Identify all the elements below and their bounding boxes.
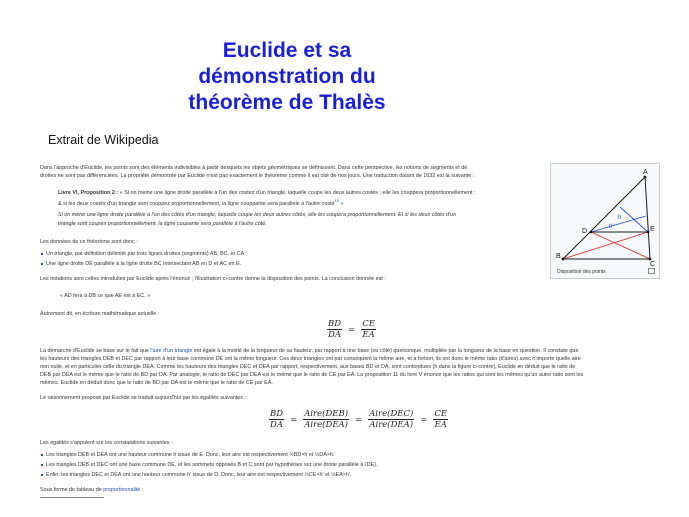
- triangle-area-link[interactable]: l'aire d'un triangle: [150, 348, 193, 354]
- divider: [40, 497, 104, 498]
- label-a: A: [643, 169, 648, 176]
- observation-item: Les triangles DEB et DEA ont une hauteur commune h issue de E. Donc, leur aire est respectivement ½BD×h et ½DA×h.: [46, 452, 335, 458]
- demo-line-3: non nulle, et en particulier celle du triangle DEA. Comme les hauteurs des triangles DEC et DEA par rapport, respectivement, aux bases BD et DA, sont confondues (h dans la figure ci-contre), Euclide en déduit que le ratio de: [40, 364, 576, 370]
- label-h: h: [618, 215, 622, 221]
- subtitle: Extrait de Wikipedia: [48, 133, 159, 147]
- quote-text-1: « Si on meine une ligne droite parallèle à l'un des costez d'un triangle, laquelle coupe les deux autres costés ; elle les couppera proportionnellement :: [118, 190, 476, 196]
- demo-line-4: DEB par DEA est le même que le ratio de BD par DA. Par analogie, le ratio de DEC par DEA est le même que le ratio de CE par EA. La proposition 11 du livre V énonce que les ratios qui sont les mêmes qu'un autre ratio sont les: [40, 372, 584, 378]
- thales-figure: [554, 167, 656, 267]
- label-b: B: [556, 253, 561, 260]
- label-c: C: [650, 261, 656, 267]
- intro-line-2: droites ne sont pas différenciées. La propriété démontrée par Euclide n'est pas exactement le théorème comme il est cité de nos jours. Une traduction datant de 1632 est la suivante :: [40, 173, 475, 179]
- fraction-bd-da: $\frac{BD}{DA}$: [270, 409, 284, 430]
- demo-line-2: les hauteurs des triangles DEB et DEC par rapport à leur base commune DE ont la même longueur. Ces deux triangles ont par conséquent la même aire, et a fortiori, ils ont donc le même ratio (d'aires) avec n'importe quelle aire: [40, 356, 581, 362]
- label-d: D: [582, 228, 588, 235]
- segment-dc: [591, 232, 650, 259]
- equals-sign: =: [348, 324, 356, 335]
- title-line-3: théorème de Thalès: [188, 91, 386, 114]
- quote-line-1: [58, 189, 475, 197]
- reference-link[interactable]: 15: [334, 198, 340, 203]
- title-line-2: démonstration du: [198, 65, 376, 88]
- fraction-area-deb-dea: $\frac{\text{Aire(DEB)}}{\text{Aire(DEA)}}$: [304, 409, 349, 430]
- data-item: Une ligne droite DE parallèle à la ligne droite BC intersectant AB en D et AC en E.: [46, 261, 242, 267]
- table-intro: Sous forme de tableau de proportionnalité :: [40, 487, 144, 493]
- point-d: [590, 231, 593, 234]
- fraction-area-dec-dea: $\frac{\text{Aire(DEC)}}{\text{Aire(DEA)}}$: [369, 409, 414, 430]
- enlarge-icon[interactable]: [648, 268, 655, 274]
- fraction-bd-da: $\frac{BD}{DA}$: [328, 319, 342, 340]
- intro-line-1: Dans l'approche d'Euclide, les points sont des éléments indivisibles à partir desquels les objets géométriques se définissent. Dans cette perspective, les notions de segments et de: [40, 165, 468, 171]
- quote-end: »: [339, 200, 344, 207]
- title-line-1: Euclide et sa: [222, 39, 352, 62]
- figure-caption: Disposition des points: [557, 269, 606, 275]
- point-c: [649, 258, 652, 261]
- label-h-prime: h': [609, 224, 614, 230]
- modern-line-1: Si on mène une ligne droite parallèle à l'un des côtés d'un triangle, laquelle coupe les deux autres côtés, elle les coupera proportionnellement. Et si les deux côtés d'un: [58, 212, 457, 218]
- observation-item: Enfin, les triangles DEC et DEA ont une hauteur commune h' issue de D. Donc, leur aire est respectivement ½CE×h' et ½EA×h'.: [46, 472, 352, 478]
- proportionality-link[interactable]: proportionnalité: [103, 487, 141, 493]
- data-intro: Les données de ce théorème sont donc :: [40, 239, 138, 245]
- side-ac: [645, 177, 650, 259]
- point-e: [647, 231, 650, 234]
- conclusion-quote: « AD fera à DB ce que AE est à EC. »: [60, 293, 151, 299]
- segment-be: [563, 232, 648, 259]
- fraction-ce-ea: $\frac{CE}{EA}$: [362, 319, 375, 340]
- fraction-ce-ea: $\frac{CE}{EA}$: [434, 409, 448, 430]
- demo-line-5: mêmes. Euclide en déduit donc que le ratio de BD par DA est le même que le ratio de CE par EA.: [40, 380, 273, 386]
- formula-ratio: [324, 319, 379, 340]
- quote-text-2: & si les deux costés d'un triangle sont couppez proportionnellement, la ligne couppante sera parallele à l'autre costé: [58, 200, 335, 207]
- modern-line-2: triangle sont coupés proportionnellement, la ligne coupante sera parallèle à l'autre côté.: [58, 221, 267, 227]
- quote-line-2: [58, 197, 344, 208]
- slide-title: [0, 38, 574, 116]
- math-intro: Autrement dit, en écriture mathématique actuelle :: [40, 311, 160, 317]
- reasoning-intro: Le raisonnement proposé par Euclide se traduit aujourd'hui par les égalités suivantes :: [40, 395, 246, 401]
- demo-line-1: La démarche d'Euclide se base sur le fait que l'aire d'un triangle est égale à la moitié de la longueur de sa hauteur, par rapport à une base (ou côté) quelconque, multipliée par la longueur de la base en question. Il constate que: [40, 348, 579, 354]
- data-item: Un triangle, par définition délimité par trois lignes droites (segments) AB, BC, et CA ;: [46, 251, 247, 257]
- notation-text: Les notations sont celles introduites par Euclide après l'énoncé ; l'illustration ci-contre donne la disposition des points. La conclusion donnée est :: [40, 276, 386, 282]
- quote-heading: Livre VI, Proposition 2 :: [58, 190, 119, 196]
- observation-item: Les triangles DEB et DEC ont une base commune DE, et les sommets opposés B et C sont par hypothèses sur une droite parallèle à (DE).: [46, 462, 378, 468]
- figure-thumbnail[interactable]: [550, 163, 660, 279]
- point-b: [562, 258, 565, 261]
- label-e: E: [650, 226, 655, 233]
- point-a: [644, 176, 647, 179]
- formula-areas: $\frac{BD}{DA}$ = $\frac{\text{Aire(DEB)}}{\text{Aire(DEA)}}$ = $\frac{\text{Aire(DEC)}}{\text{Aire(DEA)}}$ = $\frac{CE}{EA}$: [270, 409, 448, 430]
- observations-intro: Les égalités s'appuient sur les constatations suivantes :: [40, 440, 173, 446]
